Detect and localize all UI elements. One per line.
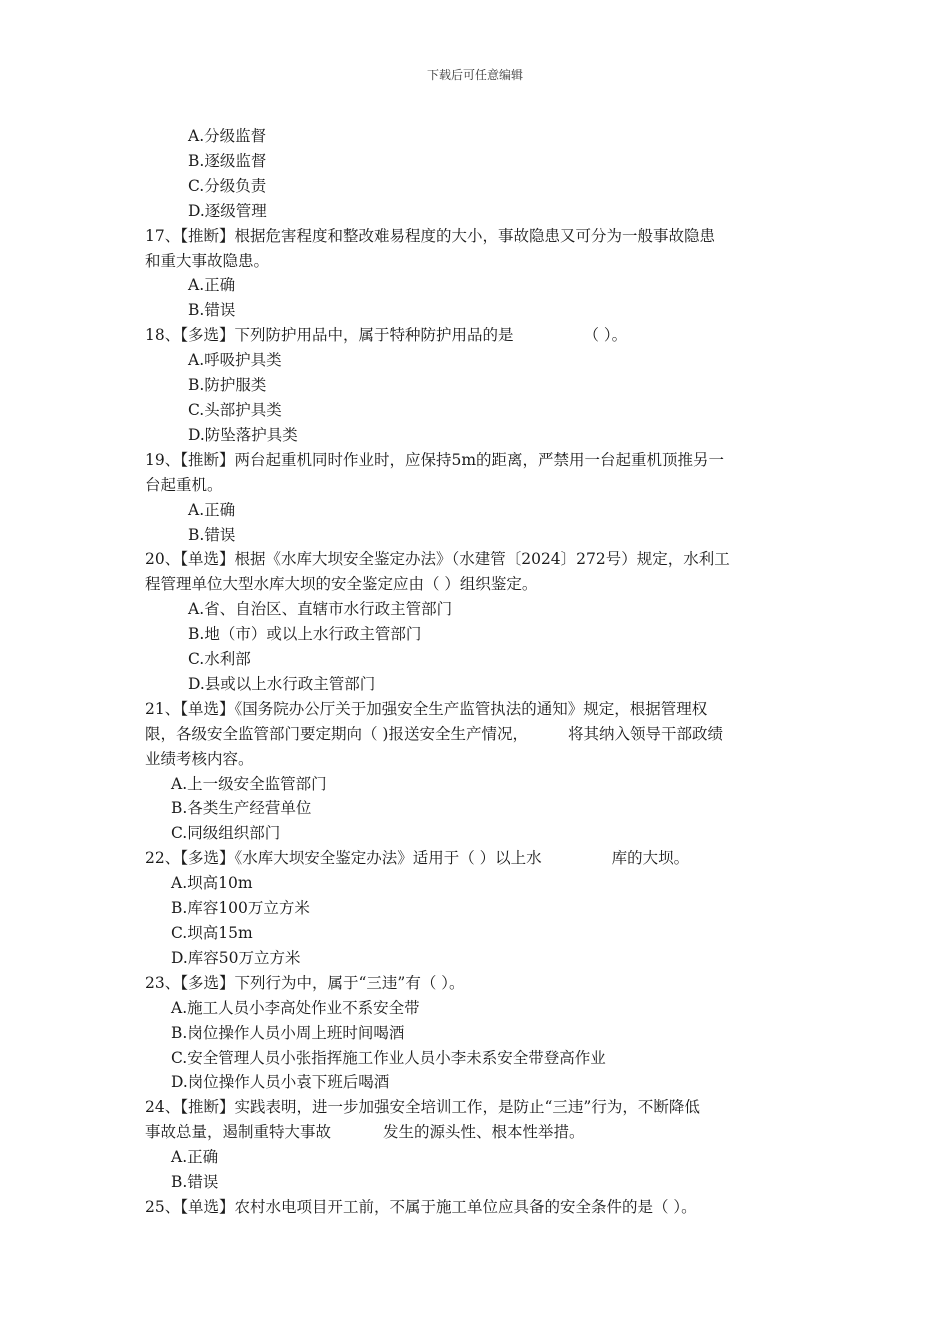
question-24: [145, 1095, 810, 1195]
option-18-c: C.头部护具类: [188, 400, 282, 419]
option-21-a: A.上一级安全监管部门: [171, 774, 327, 793]
question-list: [145, 124, 810, 1220]
option-24-b: B.错误: [171, 1173, 219, 1192]
question-20-line-2: 程管理单位大型水库大坝的安全鉴定应由（ ）组织鉴定。: [145, 575, 538, 594]
option-23-c: C.安全管理人员小张指挥施工作业人员小李未系安全带登高作业: [171, 1048, 606, 1067]
option-22-c: C.坝高15m: [171, 924, 253, 942]
question-17-line-2: 和重大事故隐患。: [145, 251, 270, 270]
option-17-b: B.错误: [188, 301, 236, 320]
option-16-c: C.分级负责: [188, 176, 267, 195]
question-25: [145, 1195, 810, 1220]
question-22-text-a: 22、【多选】《水库大坝安全鉴定办法》适用于（ ）以上水: [145, 849, 542, 868]
question-24-line-2: [145, 1120, 810, 1145]
question-18-blank: （ ）。: [583, 326, 628, 345]
page-header: 下载后可任意编辑: [426, 68, 523, 82]
option-20-d: D.县或以上水行政主管部门: [188, 674, 376, 693]
option-23-d: D.岗位操作人员小袁下班后喝酒: [171, 1073, 390, 1092]
option-19-b: B.错误: [188, 525, 236, 544]
question-21-text-a: 限，各级安全监管部门要定期向（ )报送安全生产情况，: [145, 724, 528, 743]
question-24-text-a: 事故总量，遏制重特大事故: [145, 1123, 332, 1142]
option-19-a: A.正确: [188, 500, 236, 519]
option-22-d: D.库容50万立方米: [171, 948, 301, 967]
option-16-b: B.逐级监督: [188, 151, 267, 170]
question-18: [145, 323, 810, 448]
question-22: [145, 846, 810, 971]
question-21-line-1: 21、【单选】《国务院办公厅关于加强安全生产监管执法的通知》规定，根据管理权: [145, 699, 708, 718]
question-19: [145, 448, 810, 548]
question-24-line-1: 24、【推断】实践表明，进一步加强安全培训工作，是防止“三违”行为，不断降低: [145, 1098, 700, 1117]
question-21-line-2: [145, 722, 810, 747]
option-24-a: A.正确: [171, 1148, 219, 1167]
option-21-b: B.各类生产经营单位: [171, 799, 312, 818]
option-20-a: A.省、自治区、直辖市水行政主管部门: [188, 600, 453, 619]
option-22-a: A.坝高10m: [171, 874, 253, 893]
question-20: [145, 547, 810, 696]
question-21: [145, 697, 810, 846]
question-23-line-1: 23、【多选】下列行为中，属于“三违”有（ ）。: [145, 973, 465, 992]
option-16-a: A.分级监督: [188, 127, 267, 145]
option-16-d: D.逐级管理: [188, 201, 267, 220]
question-19-line-1: 19、【推断】两台起重机同时作业时，应保持5m的距离，严禁用一台起重机顶推另一: [145, 450, 725, 469]
question-17: [145, 224, 810, 324]
question-21-text-b: 将其纳入领导干部政绩: [567, 724, 723, 743]
option-21-c: C.同级组织部门: [171, 824, 281, 843]
question-25-line-1: 25、【单选】农村水电项目开工前，不属于施工单位应具备的安全条件的是（ ）。: [145, 1197, 697, 1216]
question-18-line-1: [145, 323, 810, 348]
option-23-a: A.施工人员小李高处作业不系安全带: [171, 998, 420, 1017]
option-20-c: C.水利部: [188, 650, 251, 669]
question-16-options: [145, 124, 810, 224]
question-17-line-1: 17、【推断】根据危害程度和整改难易程度的大小，事故隐患又可分为一般事故隐患: [145, 226, 715, 245]
question-19-line-2: 台起重机。: [145, 475, 223, 494]
question-20-line-1: 20、【单选】根据《水库大坝安全鉴定办法》（水建管〔2024〕272号）规定，水利工: [145, 550, 730, 569]
option-17-a: A.正确: [188, 276, 236, 295]
option-22-b: B.库容100万立方米: [171, 899, 310, 918]
question-24-text-b: 发生的源头性、根本性举措。: [383, 1123, 585, 1142]
option-23-b: B.岗位操作人员小周上班时间喝酒: [171, 1023, 405, 1042]
option-20-b: B.地（市）或以上水行政主管部门: [188, 625, 422, 644]
question-23: [145, 971, 810, 1096]
question-21-line-3: 业绩考核内容。: [145, 749, 254, 768]
question-22-line-1: [145, 846, 810, 871]
option-18-d: D.防坠落护具类: [188, 425, 298, 444]
question-18-text: 18、【多选】下列防护用品中，属于特种防护用品的是: [145, 326, 514, 345]
option-18-b: B.防护服类: [188, 376, 267, 395]
question-22-text-b: 库的大坝。: [611, 849, 690, 868]
option-18-a: A.呼吸护具类: [188, 351, 282, 370]
